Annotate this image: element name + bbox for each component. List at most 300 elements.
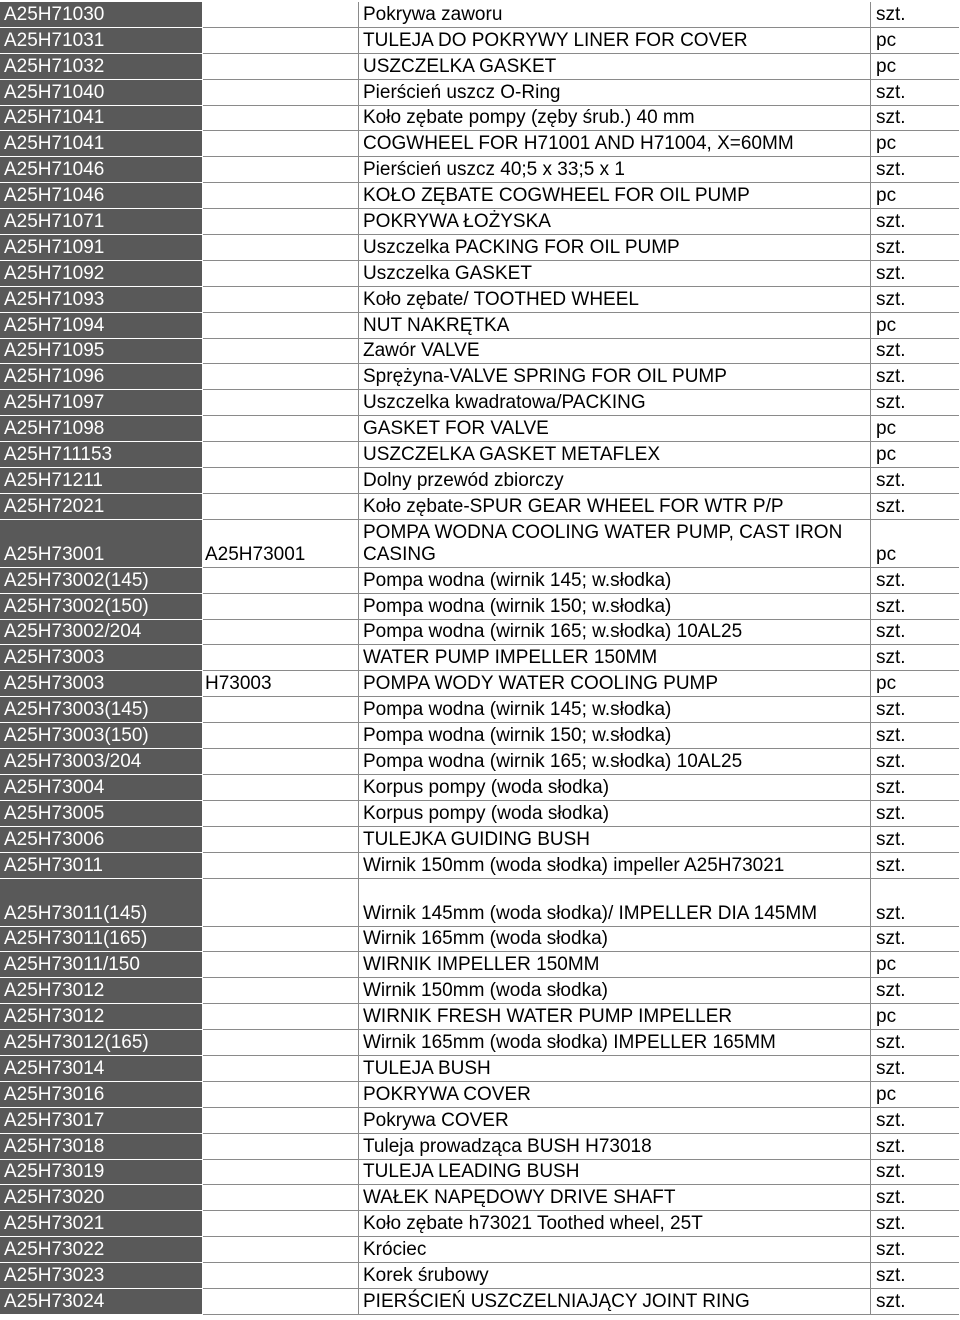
part-code-cell	[0, 287, 203, 313]
table-row	[0, 827, 960, 853]
description-cell	[359, 723, 871, 749]
description-cell	[359, 54, 871, 80]
table-row	[0, 416, 960, 442]
description-text: Sprężyna-VALVE SPRING FOR OIL PUMP	[363, 366, 727, 388]
reference-cell	[203, 927, 359, 953]
reference-cell	[203, 1263, 359, 1289]
description-text: Korpus pompy (woda słodka)	[363, 776, 610, 798]
description-text: Wirnik 165mm (woda słodka) IMPELLER 165MM	[363, 1031, 776, 1053]
unit-text: szt.	[876, 262, 906, 284]
part-code-text: A25H71211	[4, 469, 103, 491]
unit-cell	[871, 209, 959, 235]
part-code-text: A25H71030	[4, 3, 105, 25]
description-cell	[359, 1237, 871, 1263]
description-text: Koło zębate pompy (zęby śrub.) 40 mm	[363, 107, 695, 129]
reference-cell	[203, 390, 359, 416]
part-code-text: A25H71096	[4, 366, 105, 388]
unit-text: pc	[876, 418, 897, 440]
part-code-text: A25H73023	[4, 1264, 105, 1286]
table-row	[0, 157, 960, 183]
table-row	[0, 927, 960, 953]
table-row	[0, 775, 960, 801]
unit-text: szt.	[876, 776, 906, 798]
part-code-cell	[0, 1134, 203, 1160]
description-cell	[359, 568, 871, 594]
reference-cell	[203, 183, 359, 209]
part-code-text: A25H73003(145)	[4, 699, 149, 721]
table-row	[0, 568, 960, 594]
unit-text: pc	[876, 133, 897, 155]
description-text: Pompa wodna (wirnik 165; w.słodka) 10AL25	[363, 750, 743, 772]
description-text: Koło zębate-SPUR GEAR WHEEL FOR WTR P/P	[363, 495, 784, 517]
part-code-cell	[0, 671, 203, 697]
unit-text: pc	[876, 444, 897, 466]
unit-cell	[871, 468, 959, 494]
part-code-cell	[0, 442, 203, 468]
reference-cell	[203, 620, 359, 646]
reference-cell	[203, 952, 359, 978]
reference-cell	[203, 339, 359, 365]
reference-cell	[203, 697, 359, 723]
unit-cell	[871, 520, 959, 568]
table-row	[0, 1160, 960, 1186]
reference-cell	[203, 1289, 359, 1315]
description-cell	[359, 2, 871, 28]
reference-cell	[203, 1237, 359, 1263]
table-row	[0, 1056, 960, 1082]
reference-cell	[203, 568, 359, 594]
part-code-cell	[0, 80, 203, 106]
unit-cell	[871, 879, 959, 927]
part-code-cell	[0, 1004, 203, 1030]
unit-text: szt.	[876, 1213, 906, 1235]
table-row	[0, 235, 960, 261]
unit-cell	[871, 697, 959, 723]
description-text: Pompa wodna (wirnik 150; w.słodka)	[363, 595, 672, 617]
description-text: TULEJA BUSH	[363, 1057, 491, 1079]
description-cell	[359, 364, 871, 390]
reference-text: A25H73001	[205, 543, 306, 565]
reference-cell	[203, 131, 359, 157]
unit-text: pc	[876, 185, 897, 207]
part-code-text: A25H71032	[4, 55, 105, 77]
unit-cell	[871, 801, 959, 827]
description-text: Wirnik 150mm (woda słodka) impeller A25H73021	[363, 854, 785, 876]
part-code-cell	[0, 235, 203, 261]
part-code-cell	[0, 520, 203, 568]
table-row	[0, 54, 960, 80]
unit-text: pc	[876, 55, 897, 77]
reference-cell	[203, 827, 359, 853]
part-code-cell	[0, 775, 203, 801]
description-cell	[359, 671, 871, 697]
unit-cell	[871, 671, 959, 697]
unit-cell	[871, 594, 959, 620]
part-code-text: A25H73012(165)	[4, 1031, 149, 1053]
unit-cell	[871, 827, 959, 853]
part-code-cell	[0, 390, 203, 416]
description-text: WIRNIK IMPELLER 150MM	[363, 954, 600, 976]
reference-cell	[203, 978, 359, 1004]
table-row	[0, 697, 960, 723]
reference-cell	[203, 723, 359, 749]
unit-text: szt.	[876, 980, 906, 1002]
part-code-text: A25H73003	[4, 673, 105, 695]
reference-cell	[203, 775, 359, 801]
unit-text: szt.	[876, 750, 906, 772]
table-row	[0, 390, 960, 416]
unit-cell	[871, 1056, 959, 1082]
part-code-text: A25H73002(145)	[4, 569, 149, 591]
part-code-cell	[0, 1056, 203, 1082]
description-text: Koło zębate h73021 Toothed wheel, 25T	[363, 1213, 703, 1235]
description-text: TULEJA DO POKRYWY LINER FOR COVER	[363, 29, 748, 51]
unit-cell	[871, 853, 959, 879]
part-code-cell	[0, 416, 203, 442]
reference-cell	[203, 801, 359, 827]
unit-cell	[871, 157, 959, 183]
unit-cell	[871, 106, 959, 132]
table-row	[0, 287, 960, 313]
part-code-cell	[0, 620, 203, 646]
unit-cell	[871, 390, 959, 416]
part-code-cell	[0, 1160, 203, 1186]
description-cell	[359, 1030, 871, 1056]
unit-text: szt.	[876, 211, 906, 233]
table-row	[0, 28, 960, 54]
reference-cell	[203, 28, 359, 54]
unit-text: szt.	[876, 340, 906, 362]
reference-cell	[203, 235, 359, 261]
part-code-text: A25H73020	[4, 1187, 105, 1209]
part-code-text: A25H73012	[4, 1006, 105, 1028]
part-code-text: A25H73019	[4, 1161, 105, 1183]
unit-cell	[871, 28, 959, 54]
part-code-cell	[0, 494, 203, 520]
unit-text: szt.	[876, 392, 906, 414]
description-text: KOŁO ZĘBATE COGWHEEL FOR OIL PUMP	[363, 185, 750, 207]
part-code-cell	[0, 106, 203, 132]
table-row	[0, 1134, 960, 1160]
reference-cell	[203, 468, 359, 494]
table-row	[0, 106, 960, 132]
table-row	[0, 520, 960, 568]
description-text: Pompa wodna (wirnik 145; w.słodka)	[363, 699, 672, 721]
part-code-cell	[0, 261, 203, 287]
unit-text: szt.	[876, 828, 906, 850]
description-cell	[359, 594, 871, 620]
unit-cell	[871, 978, 959, 1004]
reference-cell	[203, 442, 359, 468]
unit-cell	[871, 952, 959, 978]
reference-cell	[203, 1160, 359, 1186]
reference-cell	[203, 106, 359, 132]
part-code-cell	[0, 697, 203, 723]
description-text: WAŁEK NAPĘDOWY DRIVE SHAFT	[363, 1187, 676, 1209]
reference-cell	[203, 879, 359, 927]
part-code-cell	[0, 313, 203, 339]
unit-text: pc	[876, 954, 897, 976]
description-text: Wirnik 165mm (woda słodka)	[363, 928, 608, 950]
description-cell	[359, 209, 871, 235]
part-code-text: A25H73005	[4, 802, 105, 824]
unit-text: szt.	[876, 236, 906, 258]
description-cell	[359, 1160, 871, 1186]
unit-cell	[871, 442, 959, 468]
unit-text: szt.	[876, 107, 906, 129]
part-code-text: A25H71041	[4, 133, 105, 155]
description-text: Wirnik 150mm (woda słodka)	[363, 980, 608, 1002]
unit-text: szt.	[876, 595, 906, 617]
unit-cell	[871, 1160, 959, 1186]
part-code-cell	[0, 339, 203, 365]
part-code-text: A25H72021	[4, 495, 105, 517]
description-text: Tuleja prowadząca BUSH H73018	[363, 1135, 652, 1157]
description-cell	[359, 853, 871, 879]
description-text: Pompa wodna (wirnik 165; w.słodka) 10AL25	[363, 621, 743, 643]
description-text: Korpus pompy (woda słodka)	[363, 802, 610, 824]
unit-text: szt.	[876, 802, 906, 824]
part-code-text: A25H71071	[4, 211, 105, 233]
description-text: USZCZELKA GASKET METAFLEX	[363, 444, 661, 466]
part-code-cell	[0, 723, 203, 749]
description-cell	[359, 183, 871, 209]
unit-text: szt.	[876, 1161, 906, 1183]
part-code-cell	[0, 594, 203, 620]
reference-cell	[203, 80, 359, 106]
part-code-text: A25H73017	[4, 1109, 105, 1131]
description-cell	[359, 468, 871, 494]
table-row	[0, 645, 960, 671]
reference-cell	[203, 749, 359, 775]
description-cell	[359, 261, 871, 287]
table-row	[0, 364, 960, 390]
reference-cell	[203, 313, 359, 339]
part-code-cell	[0, 183, 203, 209]
unit-text: pc	[876, 543, 897, 565]
table-row	[0, 853, 960, 879]
unit-cell	[871, 1185, 959, 1211]
description-cell	[359, 978, 871, 1004]
reference-cell	[203, 209, 359, 235]
unit-text: szt.	[876, 902, 906, 924]
description-text: POKRYWA COVER	[363, 1083, 531, 1105]
description-cell	[359, 827, 871, 853]
unit-cell	[871, 1004, 959, 1030]
part-code-cell	[0, 1289, 203, 1315]
reference-cell	[203, 1185, 359, 1211]
table-row	[0, 749, 960, 775]
description-text: Króciec	[363, 1239, 427, 1261]
description-text: NUT NAKRĘTKA	[363, 314, 510, 336]
unit-text: szt.	[876, 469, 906, 491]
description-text: Pompa wodna (wirnik 145; w.słodka)	[363, 569, 672, 591]
part-code-text: A25H711153	[4, 444, 113, 466]
part-code-text: A25H73012	[4, 980, 105, 1002]
parts-table	[0, 2, 960, 1315]
description-cell	[359, 1134, 871, 1160]
reference-cell	[203, 2, 359, 28]
reference-cell	[203, 287, 359, 313]
part-code-text: A25H73003/204	[4, 750, 142, 772]
table-row	[0, 2, 960, 28]
description-cell	[359, 879, 871, 927]
unit-text: szt.	[876, 1135, 906, 1157]
description-cell	[359, 390, 871, 416]
description-text: WATER PUMP IMPELLER 150MM	[363, 647, 658, 669]
part-code-cell	[0, 1030, 203, 1056]
unit-cell	[871, 1237, 959, 1263]
unit-cell	[871, 1211, 959, 1237]
part-code-cell	[0, 853, 203, 879]
description-cell	[359, 1211, 871, 1237]
reference-cell	[203, 520, 359, 568]
part-code-cell	[0, 468, 203, 494]
description-text: Pierścień uszcz 40;5 x 33;5 x 1	[363, 159, 625, 181]
description-text: Uszczelka GASKET	[363, 262, 532, 284]
unit-cell	[871, 364, 959, 390]
table-row	[0, 468, 960, 494]
part-code-text: A25H73024	[4, 1290, 105, 1312]
unit-text: pc	[876, 1083, 897, 1105]
part-code-cell	[0, 749, 203, 775]
reference-cell	[203, 1004, 359, 1030]
unit-text: szt.	[876, 1239, 906, 1261]
reference-cell	[203, 1134, 359, 1160]
table-row	[0, 339, 960, 365]
description-cell	[359, 1056, 871, 1082]
part-code-text: A25H73016	[4, 1083, 105, 1105]
unit-cell	[871, 568, 959, 594]
table-row	[0, 261, 960, 287]
description-text: COGWHEEL FOR H71001 AND H71004, X=60MM	[363, 133, 794, 155]
unit-cell	[871, 80, 959, 106]
description-cell	[359, 520, 871, 568]
description-cell	[359, 1289, 871, 1315]
description-text: Pierścień uszcz O-Ring	[363, 81, 561, 103]
description-cell	[359, 131, 871, 157]
part-code-cell	[0, 568, 203, 594]
unit-text: szt.	[876, 159, 906, 181]
reference-text: H73003	[205, 673, 272, 695]
table-row	[0, 1082, 960, 1108]
table-row	[0, 80, 960, 106]
table-row	[0, 978, 960, 1004]
table-row	[0, 1211, 960, 1237]
part-code-text: A25H73004	[4, 776, 105, 798]
table-row	[0, 723, 960, 749]
description-text: Pompa wodna (wirnik 150; w.słodka)	[363, 725, 672, 747]
description-text: Zawór VALVE	[363, 340, 480, 362]
description-cell	[359, 1082, 871, 1108]
description-cell	[359, 620, 871, 646]
part-code-text: A25H73011/150	[4, 954, 140, 976]
description-text: Pokrywa zaworu	[363, 3, 503, 25]
description-cell	[359, 235, 871, 261]
description-cell	[359, 442, 871, 468]
description-text: TULEJA LEADING BUSH	[363, 1161, 580, 1183]
part-code-text: A25H71097	[4, 392, 105, 414]
unit-cell	[871, 723, 959, 749]
description-cell	[359, 494, 871, 520]
part-code-cell	[0, 54, 203, 80]
unit-text: szt.	[876, 621, 906, 643]
description-cell	[359, 927, 871, 953]
unit-cell	[871, 927, 959, 953]
table-row	[0, 952, 960, 978]
unit-text: szt.	[876, 699, 906, 721]
table-row	[0, 1030, 960, 1056]
description-cell	[359, 952, 871, 978]
description-cell	[359, 1004, 871, 1030]
part-code-cell	[0, 28, 203, 54]
description-text: Dolny przewód zbiorczy	[363, 469, 564, 491]
unit-text: szt.	[876, 366, 906, 388]
description-cell	[359, 28, 871, 54]
unit-cell	[871, 131, 959, 157]
unit-cell	[871, 775, 959, 801]
description-cell	[359, 645, 871, 671]
part-code-text: A25H71040	[4, 81, 105, 103]
part-code-text: A25H71046	[4, 159, 105, 181]
unit-text: szt.	[876, 569, 906, 591]
part-code-text: A25H73011(165)	[4, 928, 148, 950]
unit-text: szt.	[876, 288, 906, 310]
part-code-cell	[0, 978, 203, 1004]
unit-cell	[871, 261, 959, 287]
part-code-cell	[0, 827, 203, 853]
part-code-text: A25H73018	[4, 1135, 105, 1157]
reference-cell	[203, 364, 359, 390]
description-text: Pokrywa COVER	[363, 1109, 509, 1131]
unit-cell	[871, 287, 959, 313]
description-cell	[359, 80, 871, 106]
part-code-text: A25H71095	[4, 340, 105, 362]
unit-text: szt.	[876, 495, 906, 517]
unit-cell	[871, 339, 959, 365]
part-code-text: A25H73002/204	[4, 621, 142, 643]
unit-cell	[871, 235, 959, 261]
reference-cell	[203, 853, 359, 879]
unit-text: szt.	[876, 1109, 906, 1131]
description-cell	[359, 313, 871, 339]
table-row	[0, 671, 960, 697]
part-code-cell	[0, 1185, 203, 1211]
unit-text: szt.	[876, 81, 906, 103]
part-code-text: A25H73002(150)	[4, 595, 149, 617]
unit-text: szt.	[876, 1187, 906, 1209]
unit-cell	[871, 1289, 959, 1315]
unit-text: pc	[876, 673, 897, 695]
unit-text: szt.	[876, 647, 906, 669]
part-code-text: A25H71091	[4, 236, 105, 258]
description-cell	[359, 157, 871, 183]
part-code-cell	[0, 927, 203, 953]
part-code-cell	[0, 1108, 203, 1134]
table-row	[0, 313, 960, 339]
description-text: PIERŚCIEŃ USZCZELNIAJĄCY JOINT RING	[363, 1290, 750, 1312]
description-cell	[359, 416, 871, 442]
unit-text: szt.	[876, 1057, 906, 1079]
table-row	[0, 1237, 960, 1263]
table-row	[0, 620, 960, 646]
part-code-cell	[0, 1263, 203, 1289]
reference-cell	[203, 261, 359, 287]
reference-cell	[203, 594, 359, 620]
unit-cell	[871, 1082, 959, 1108]
part-code-text: A25H73022	[4, 1239, 105, 1261]
unit-cell	[871, 416, 959, 442]
